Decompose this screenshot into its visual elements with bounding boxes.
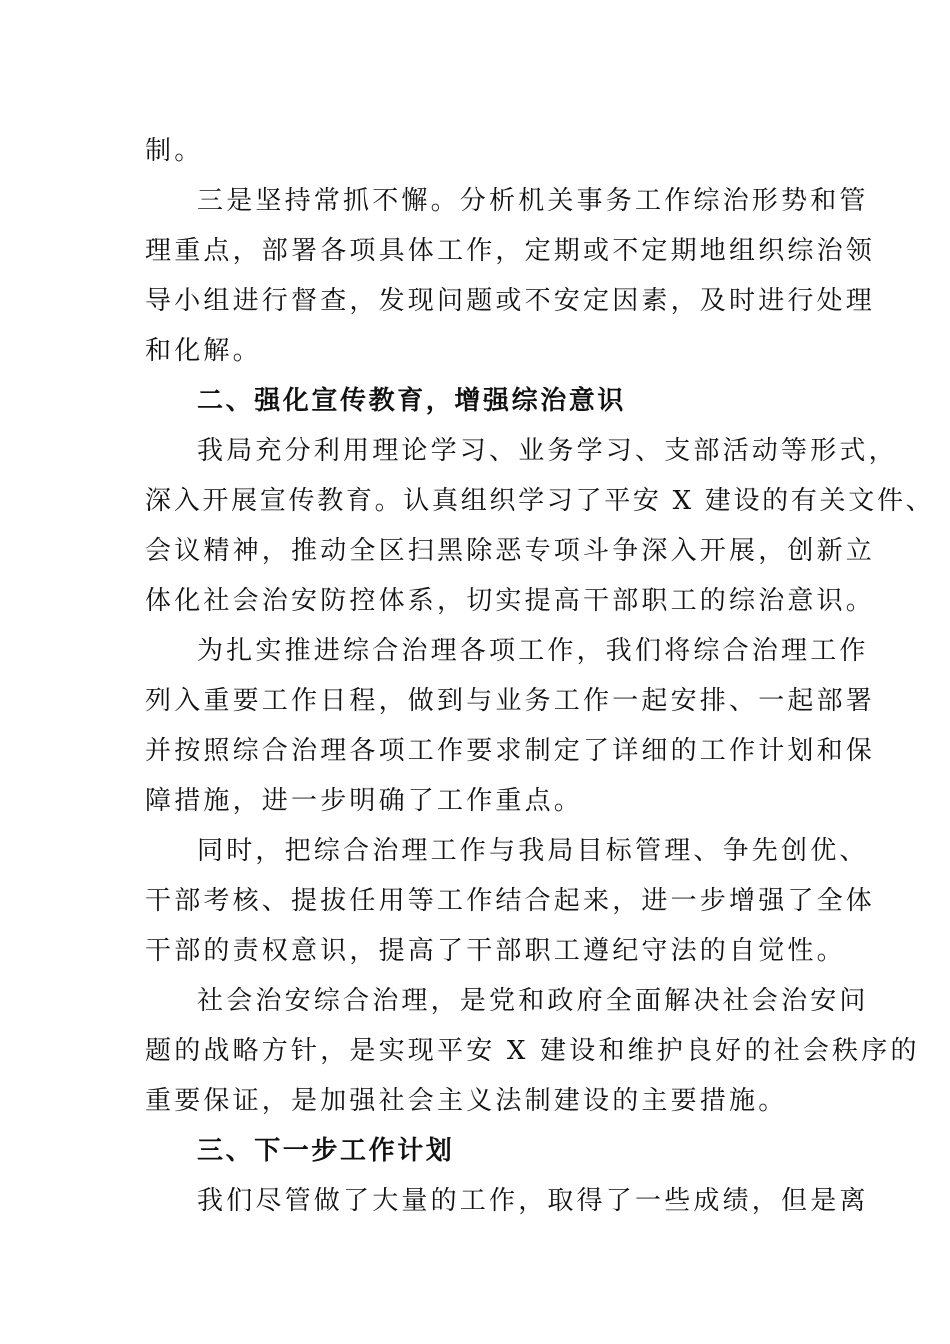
paragraph-line: 我们尽管做了大量的工作，取得了一些成绩，但是离	[197, 1186, 869, 1216]
paragraph-line: 题的战略方针，是实现平安 X 建设和维护良好的社会秩序的	[145, 1036, 920, 1066]
paragraph-line: 体化社会治安防控体系，切实提高干部职工的综治意识。	[145, 586, 876, 616]
paragraph-line: 社会治安综合治理，是党和政府全面解决社会治安问	[197, 986, 869, 1016]
paragraph-line: 干部考核、提拔任用等工作结合起来，进一步增强了全体	[145, 886, 876, 916]
paragraph-line: 理重点，部署各项具体工作，定期或不定期地组织综治领	[145, 236, 876, 266]
paragraph-line: 同时，把综合治理工作与我局目标管理、争先创优、	[197, 836, 869, 866]
paragraph-line: 障措施，进一步明确了工作重点。	[145, 786, 584, 816]
paragraph-line: 列入重要工作日程，做到与业务工作一起安排、一起部署	[145, 686, 876, 716]
section-heading-2: 二、强化宣传教育，增强综治意识	[197, 386, 627, 416]
paragraph-line: 重要保证，是加强社会主义法制建设的主要措施。	[145, 1086, 788, 1116]
paragraph-line: 我局充分利用理论学习、业务学习、支部活动等形式，	[197, 436, 898, 466]
paragraph-line: 为扎实推进综合治理各项工作，我们将综合治理工作	[197, 636, 869, 666]
paragraph-line: 干部的责权意识，提高了干部职工遵纪守法的自觉性。	[145, 936, 846, 966]
paragraph-continuation-line: 制。	[145, 136, 204, 166]
paragraph-line: 导小组进行督查，发现问题或不安定因素，及时进行处理	[145, 286, 876, 316]
section-heading-3: 三、下一步工作计划	[197, 1136, 455, 1166]
paragraph-line: 深入开展宣传教育。认真组织学习了平安 X 建设的有关文件、	[145, 486, 935, 516]
paragraph-line: 和化解。	[145, 336, 262, 366]
paragraph-line: 会议精神，推动全区扫黑除恶专项斗争深入开展，创新立	[145, 536, 876, 566]
paragraph-line: 三是坚持常抓不懈。分析机关事务工作综治形势和管	[197, 186, 869, 216]
paragraph-line: 并按照综合治理各项工作要求制定了详细的工作计划和保	[145, 736, 876, 766]
